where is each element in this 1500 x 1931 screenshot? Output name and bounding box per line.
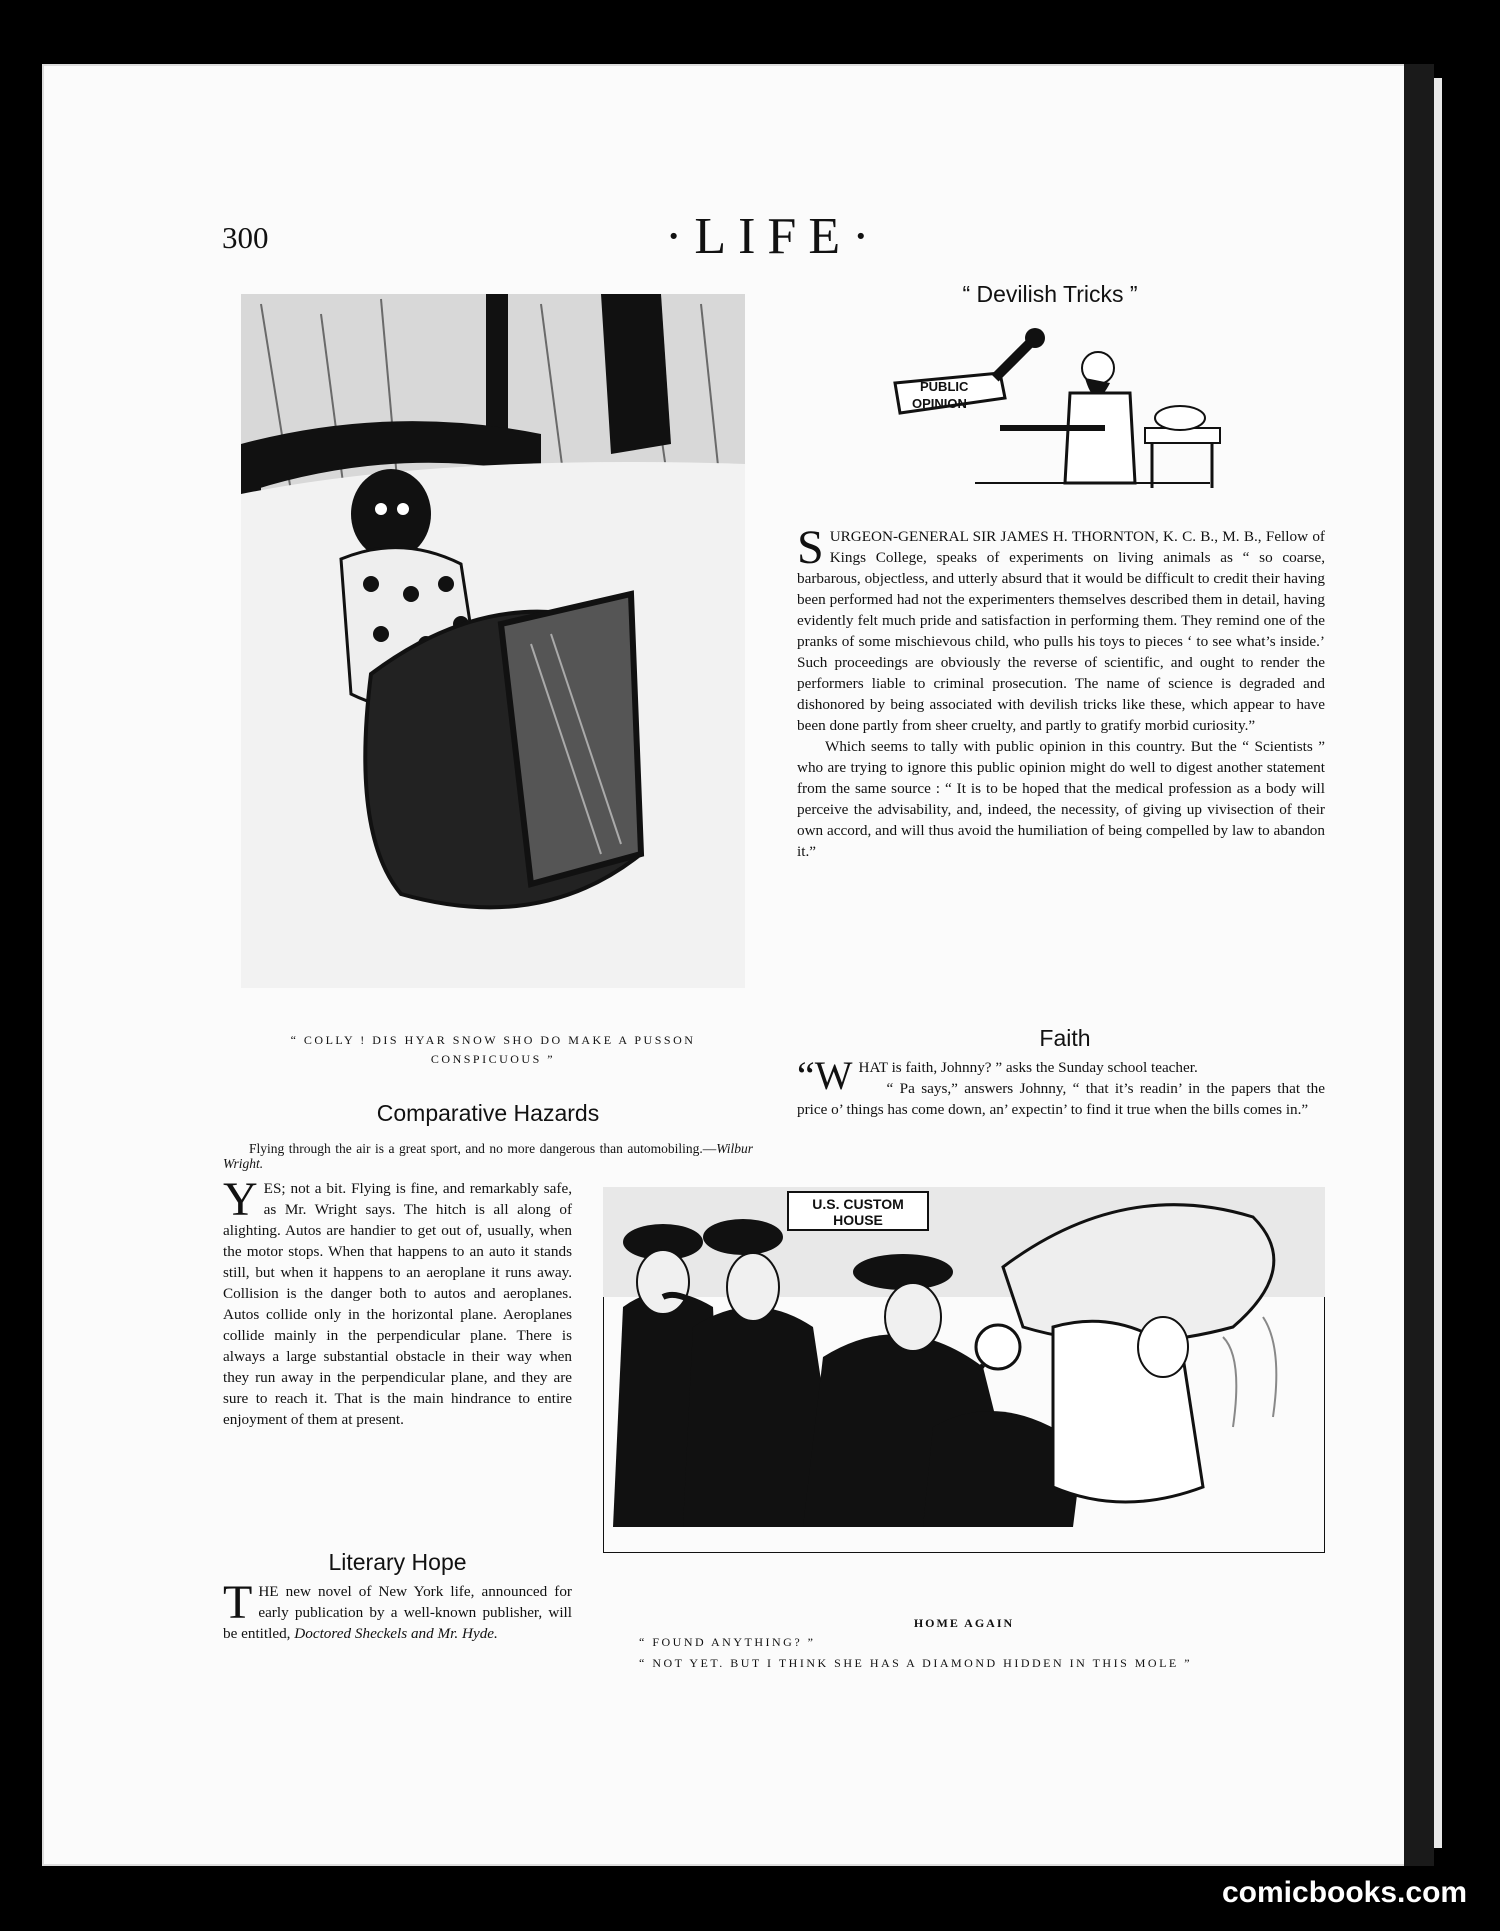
dropcap: “W: [797, 1053, 853, 1098]
public-opinion-sign-text: PUBLIC: [920, 379, 969, 394]
svg-text:HOUSE: HOUSE: [833, 1212, 883, 1228]
literary-hope-article: [223, 1576, 572, 1644]
site-watermark: comicbooks.com: [1222, 1876, 1468, 1909]
masthead: ·LIFE·: [665, 208, 882, 265]
devilish-paragraph-1: URGEON-GENERAL SIR JAMES H. THORNTON, K. C. B., M. B., Fellow of Kings College, speaks of experiments on living animals as “ so coarse, barbarous, objectless, and utterly absurd that it would be difficult to credit their having been performed had not the experimenters themselves described them in detail, having evidently felt much pride and satisfaction in performing them. They remind one of the pranks of some mischievous child, who pulls his toys to pieces ‘ to see what’s inside.’ Such proceedings are obviously the reverse of scientific, and ought to render the performers liable to criminal prosecution. The name of science is degraded and dishonored by being associated with devilish tricks like these, which appear to have been done partly from sheer cruelty, and partly to gratify morbid curiosity.”: [797, 528, 1325, 734]
customs-cartoon-illustration: [603, 1187, 1325, 1553]
book-spine: [1404, 64, 1434, 1866]
literary-hope-title: Literary Hope: [328, 1549, 467, 1575]
faith-paragraph-2: “ Pa says,” answers Johnny, “ that it’s readin’ in the papers that the price o’ things has come down, an’ expectin’ to find it true when the bills comes in.”: [797, 1080, 1325, 1118]
snow-cartoon-caption: “ COLLY ! DIS HYAR SNOW SHO DO MAKE A PUSSON CONSPICUOUS ”: [290, 1033, 696, 1066]
hazards-body: ES; not a bit. Flying is fine, and remarkably safe, as Mr. Wright says. The hitch is all along of alighting. Autos are handier to get out of, usually, when the motor stops. When that happens to an auto it stands still, but when it happens to an aeroplane it runs away. Collision is the danger both to autos and aeroplanes. Autos collide only in the horizontal plane. Aeroplanes collide mainly in the perpendicular plane. There is always a large substantial obstacle in their way when they run away in the perpendicular plane, and they are sure to reach it. That is the main hindrance to entire enjoyment of them at present.: [223, 1180, 572, 1428]
devilish-tricks-title: “ Devilish Tricks ”: [962, 281, 1138, 307]
hazards-epigraph: Flying through the air is a great sport, and no more dangerous than automobiling.—Wilbur Wright.: [223, 1141, 753, 1171]
svg-text:OPINION: OPINION: [912, 396, 967, 411]
facing-page-edge: [1434, 78, 1442, 1848]
customs-caption-line-1: “ FOUND ANYTHING? ”: [639, 1635, 816, 1649]
snow-cartoon-illustration: [241, 294, 745, 988]
devilish-tricks-illustration: [890, 323, 1230, 498]
faith-title: Faith: [1039, 1025, 1091, 1051]
comparative-hazards-title: Comparative Hazards: [376, 1100, 600, 1126]
faith-article: [797, 1053, 1325, 1120]
dropcap: T: [223, 1576, 253, 1629]
customs-caption-line-2: “ NOT YET. BUT I THINK SHE HAS A DIAMOND HIDDEN IN THIS MOLE ”: [639, 1656, 1193, 1670]
dropcap: Y: [223, 1173, 258, 1226]
book-title: Doctored Sheckels and Mr. Hyde.: [294, 1625, 498, 1642]
epigraph-credit: Wilbur Wright.: [223, 1141, 753, 1171]
hazards-article: [223, 1173, 572, 1430]
literary-body: HE new novel of New York life, announced for early publication by a well-known publisher, will be entitled,: [223, 1583, 572, 1642]
dropcap: S: [797, 521, 824, 574]
faith-paragraph-1: HAT is faith, Johnny? ” asks the Sunday school teacher.: [858, 1059, 1198, 1076]
devilish-tricks-article: [797, 521, 1325, 862]
devilish-paragraph-2: Which seems to tally with public opinion in this country. But the “ Scientists ” who are trying to ignore this public opinion might do well to digest another statement from the same source : “ It is to be hoped that the medical profession as a body will perceive the advisability, and, indeed, the necessity, of giving up vivisection of their own accord, and will thus avoid the humiliation of being compelled by law to abandon it.”: [797, 738, 1325, 860]
home-again-title: HOME AGAIN: [913, 1616, 1015, 1630]
custom-house-sign: U.S. CUSTOM: [812, 1196, 904, 1212]
page-number: 300: [222, 220, 269, 255]
